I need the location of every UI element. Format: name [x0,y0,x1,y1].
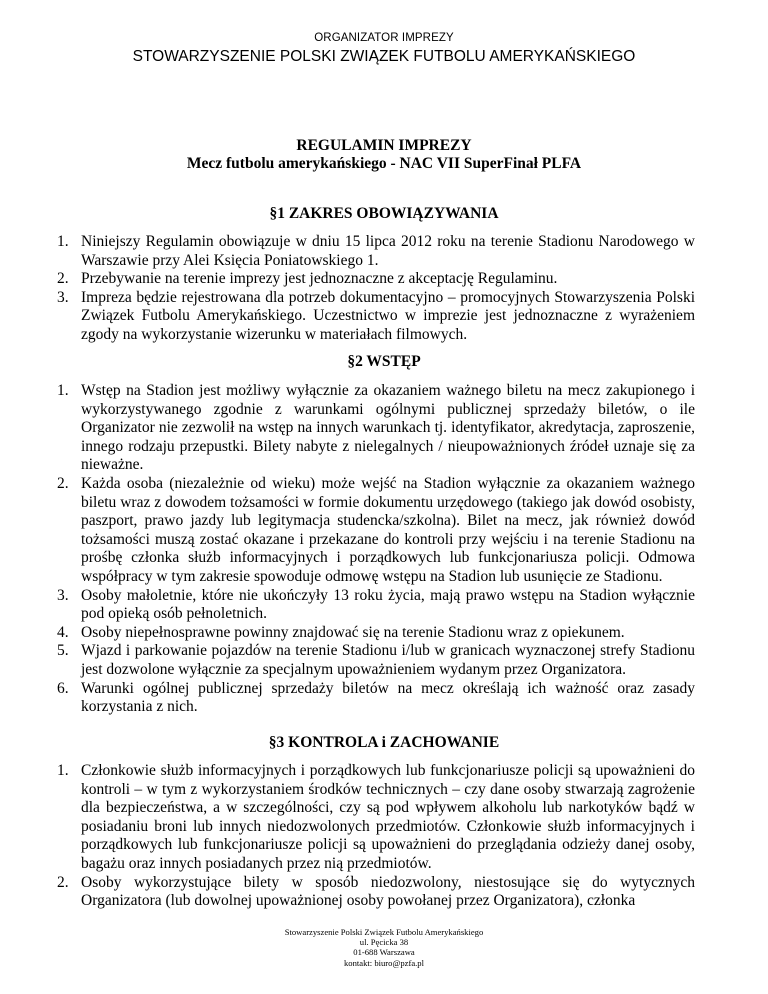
item-text: Wjazd i parkowanie pojazdów na terenie Stadionu i/lub w granicach wyznaczonej strefy Stadionu jest dozwolone wyłącznie za specjalnym upoważnieniem wydanym przez Organizatora. [81,642,695,678]
list-item [57,233,695,270]
list-item [57,679,695,717]
list-item [57,474,695,587]
item-text: Warunki ogólnej publicznej sprzedaży biletów na mecz określają ich ważność oraz zasady korzystania z nich. [81,679,695,716]
section-1-heading: §1 ZAKRES OBOWIĄZYWANIA [269,205,499,222]
item-number: 2. [57,270,69,288]
footer-organization: Stowarzyszenie Polski Związek Futbolu Amerykańskiego [284,927,484,937]
section-3-heading: §3 KONTROLA i ZACHOWANIE [268,734,500,751]
item-number: 6. [57,679,69,697]
item-number: 5. [57,642,69,660]
footer-street: ul. Pęcicka 38 [359,937,409,948]
item-number: 1. [57,233,69,250]
item-number: 1. [57,382,69,399]
item-text: Niniejszy Regulamin obowiązuje w dniu 15 lipca 2012 roku na terenie Stadionu Narodowego w Warszawie przy Alei Księcia Poniatowskiego 1. [81,233,695,269]
item-text: Impreza będzie rejestrowana dla potrzeb dokumentacyjno – promocyjnych Stowarzyszenia Polski Związek Futbolu Amerykańskiego. Uczestnictwo w imprezie jest jednoznaczne z wyrażeniem zgody na wykorzystanie wizerunku w materiałach filmowych. [81,288,695,343]
section-1-list [57,233,695,345]
list-item [57,873,695,911]
list-item [57,586,695,624]
section-2-heading: §2 WSTĘP [347,353,421,370]
item-text: Osoby małoletnie, które nie ukończyły 13 roku życia, mają prawo wstępu na Stadion wyłącznie pod opieką osób pełnoletnich. [81,586,695,623]
document-subtitle: Mecz futbolu amerykańskiego - NAC VII SuperFinał PLFA [186,155,582,172]
item-text: Osoby niepełnosprawne powinny znajdować się na terenie Stadionu wraz z opiekunem. [81,623,625,641]
item-text: Osoby wykorzystujące bilety w sposób niedozwolony, niestosujące się do wytycznych Organizatora (lub dowolnej upoważnionej osoby powołanej przez Organizatora), członka [81,873,695,910]
document-title: REGULAMIN IMPREZY [296,137,472,154]
item-text: Wstęp na Stadion jest możliwy wyłącznie za okazaniem ważnego biletu na mecz zakupionego i wykorzystywanego zgodnie z warunkami ogólnymi publicznej sprzedaży biletów, o ile Organizator nie zezwolił na wstęp na innych warunkach tj. identyfikator, akredytacja, zaproszenie, innego rodzaju przepustki. Bilety nabyte z nielegalnych / nieupoważnionych źródeł uznaje się za nieważne. [81,382,695,474]
section-2-list [57,382,695,717]
list-item [57,762,695,874]
organizer-label: ORGANIZATOR IMPREZY [314,32,454,44]
footer-contact: kontakt: biuro@pzfa.pl [344,957,424,968]
item-number: 3. [57,288,69,306]
item-number: 1. [57,762,69,779]
footer-city: 01-688 Warszawa [353,947,415,958]
list-item [57,270,695,289]
item-number: 2. [57,474,69,492]
section-3-list [57,762,695,911]
item-number: 3. [57,586,69,604]
list-item [57,623,695,643]
item-text: Przebywanie na terenie imprezy jest jednoznaczne z akceptację Regulaminu. [81,270,558,288]
list-item [57,382,695,475]
page-footer [0,927,768,968]
item-number: 2. [57,873,69,891]
item-number: 4. [57,623,69,641]
item-text: Każda osoba (niezależnie od wieku) może wejść na Stadion wyłącznie za okazaniem ważnego biletu wraz z dowodem tożsamości w formie dokumentu urzędowego (takiego jak dowód osobisty, paszport, prawo jazdy lub legitymacja studencka/szkolna). Bilet na mecz, jak również dowód tożsamości muszą zostać okazane i przekazane do kontroli przy wejściu i na terenie Stadionu na prośbę członka służb informacyjnych i porządkowych lub funkcjonariusza policji. Odmowa współpracy w tym zakresie spowoduje odmowę wstępu na Stadion lub usunięcie ze Stadionu. [81,474,695,585]
list-item [57,642,695,679]
organization-name: STOWARZYSZENIE POLSKI ZWIĄZEK FUTBOLU AMERYKAŃSKIEGO [132,48,636,65]
item-text: Członkowie służb informacyjnych i porządkowych lub funkcjonariusze policji są upoważnieni do kontroli – w tym z wykorzystaniem środków technicznych – czy dane osoby stwarzają zagrożenie dla bezpieczeństwa, a w szczególności, czy są pod wpływem alkoholu lub narkotyków bądź w posiadaniu broni lub innych niedozwolonych przedmiotów. Członkowie służb informacyjnych i porządkowych lub funkcjonariusze policji są upoważnieni do przeglądania odzieży danej osoby, bagażu oraz innych posiadanych przez nią przedmiotów. [81,762,695,872]
list-item [57,288,695,345]
